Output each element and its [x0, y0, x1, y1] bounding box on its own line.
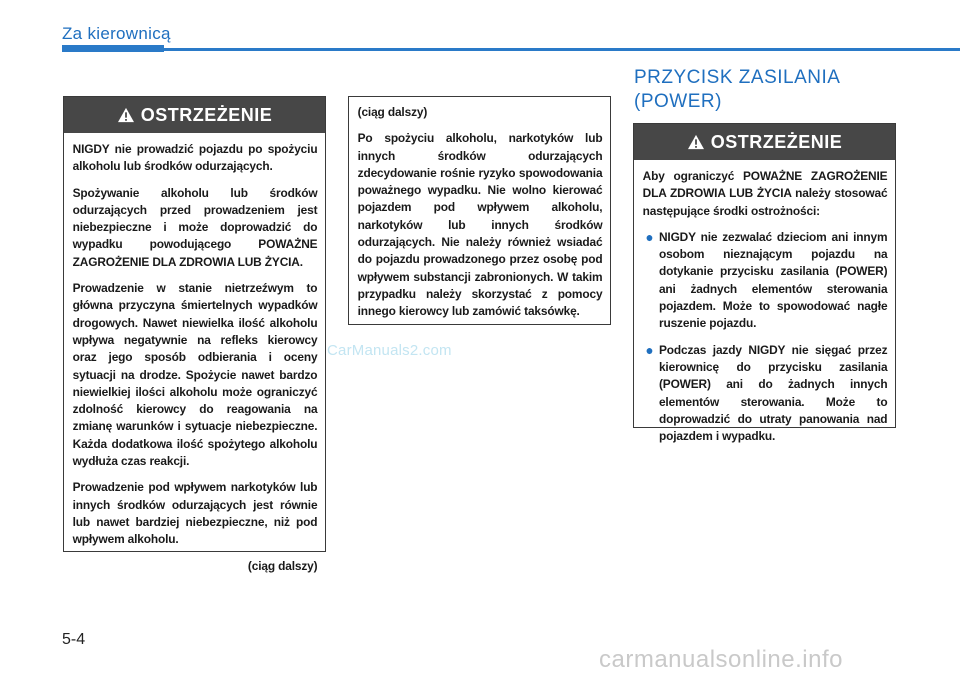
- footer-watermark: carmanualsonline.info: [599, 646, 843, 673]
- left-warning-paragraph: Prowadzenie pod wpływem narkotyków lub innych środków odurzających jest równie lub nawet bardziej niebezpieczne, niż pod wpływem alkoholu.: [72, 480, 318, 547]
- bullet-text: Podczas jazdy NIGDY nie sięgać przez kierownicę do przycisku zasilania (POWER) ani do żadnych innych elementów sterowania. Może to doprowadzić do utraty panowania nad pojazdem i wypadku.: [658, 342, 888, 444]
- section-title: [634, 66, 840, 114]
- left-warning-paragraph: NIGDY nie prowadzić pojazdu po spożyciu alkoholu lub środków odurzających.: [72, 142, 318, 174]
- left-warning-paragraph: Prowadzenie w stanie nietrzeźwym to główna przyczyna śmiertelnych wypadków drogowych. Nawet niewielka ilość alkoholu wpływa negatywnie na refleks kierowcy oraz jego sposób odbierania i oceny sytuacji na drodze. Spożycie nawet bardzo niewielkiej ilości alkoholu może ograniczyć zdolność kierowcy do reagowania na zmianę warunków i sytuacje niebezpieczne. Każda dodatkowa ilość spożytego alkoholu wydłuża czas reakcji.: [72, 281, 318, 469]
- left-warning-header: [64, 97, 325, 133]
- left-warning-paragraph: Spożywanie alkoholu lub środków odurzających przed prowadzeniem jest niebezpieczne i może doprowadzić do wypadku powodującego POWAŻNE ZAGROŻENIE DLA ZDROWIA LUB ŻYCIA.: [72, 185, 318, 269]
- left-warning-title: OSTRZEŻENIE: [140, 104, 273, 125]
- header-divider: [62, 48, 960, 51]
- section-header-title: Za kierownicą: [62, 24, 171, 43]
- right-warning-intro: Aby ograniczyć POWAŻNE ZAGROŻENIE DLA ZDROWIA LUB ŻYCIA należy stosować następujące środki ostrożności:: [642, 169, 888, 218]
- right-warning-title: OSTRZEŻENIE: [710, 131, 843, 152]
- warning-triangle-icon: [117, 107, 135, 123]
- warning-triangle-icon: [687, 134, 705, 150]
- middle-continuation-box: [348, 96, 611, 325]
- section-title-line1: PRZYCISK ZASILANIA: [634, 67, 841, 88]
- middle-box-continued: (ciąg dalszy): [357, 105, 428, 119]
- center-watermark: CarManuals2.com: [327, 342, 452, 359]
- right-warning-box: [633, 123, 896, 444]
- middle-box-paragraph: Po spożyciu alkoholu, narkotyków lub innych środków odurzających zdecydowanie rośnie ryzyko spowodowania poważnego wypadku. Nie wolno kierować pojazdem pod wpływem alkoholu, narkotyków lub innych środków odurzających. Nie należy również wsiadać do pojazdu prowadzonego przez osobę pod wpływem substancji zabronionych. W takim przypadku należy skorzystać z pomocy innego kierowcy lub zamówić taksówkę.: [357, 131, 603, 319]
- bullet-icon: ●: [645, 228, 654, 245]
- bullet-icon: ●: [645, 341, 654, 358]
- list-item: [643, 229, 888, 333]
- section-title-line2: (POWER): [634, 91, 722, 112]
- list-item: [643, 342, 888, 446]
- right-warning-body: [634, 160, 896, 460]
- middle-box-body: [349, 97, 611, 336]
- left-warning-body: [64, 133, 326, 590]
- bullet-text: NIGDY nie zezwalać dzieciom ani innym osobom nieznającym pojazdu na dotykanie przycisku zasilania (POWER) ani żadnych elementów sterowania pojazdem. Może to spowodować nagłe ruszenie pojazdu.: [658, 229, 888, 331]
- left-warning-continued: (ciąg dalszy): [247, 558, 318, 573]
- right-warning-header: [634, 124, 895, 160]
- left-warning-box: [63, 96, 326, 573]
- page-number: 5-4: [62, 631, 86, 648]
- right-warning-bullet-list: [643, 229, 888, 446]
